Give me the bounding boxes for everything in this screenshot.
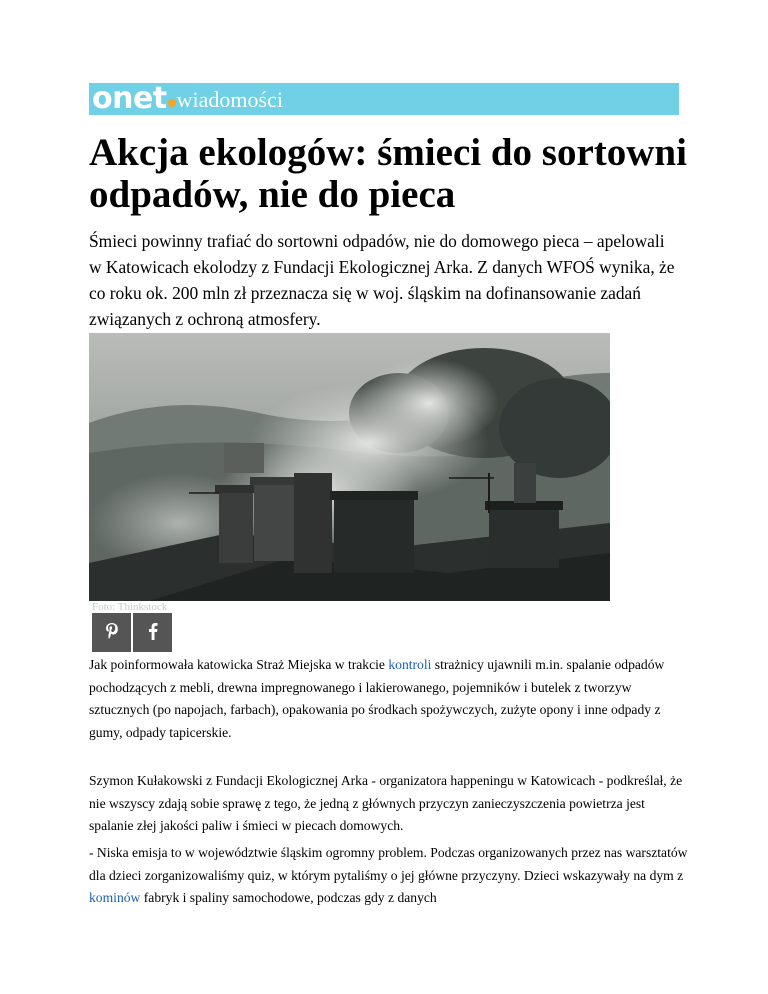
photo-credit: Foto: Thinkstock [92,601,168,613]
article-paragraph: Jak poinformowała katowicka Straż Miejska w trakcie kontroli strażnicy ujawnili m.in. spalanie odpadów pochodzących z mebli, drewna impregnowanego i lakierowanego, pojemników i butelek z tworzyw sztucznych (po napojach, farbach), opakowania po środkach spożywczych, zużyte opony i inne odpady z gumy, odpady tapicerskie. [89,657,665,740]
section-name[interactable]: wiadomości [176,87,283,112]
facebook-share-button[interactable] [133,613,172,652]
logo-dot [168,99,176,107]
kominow-link[interactable]: kominów [89,890,141,905]
brand-header [89,83,679,115]
pinterest-share-button[interactable] [92,613,131,652]
article-photo [89,333,610,601]
article-lead: Śmieci powinny trafiać do sortowni odpadów, nie do domowego pieca – apelowali w Katowicach ekolodzy z Fundacji Ekologicznej Arka. Z danych WFOŚ wynika, że co roku ok. 200 mln zł przeznacza się w woj. śląskim na dofinansowanie zadań związanych z ochroną atmosfery. [89,231,675,329]
facebook-icon [148,622,158,644]
article-headline: Akcja ekologów: śmieci do sortowni odpadów, nie do pieca [89,131,687,216]
onet-logo[interactable]: onet [89,84,177,114]
article-paragraph: Szymon Kułakowski z Fundacji Ekologicznej Arka - organizatora happeningu w Katowicach - podkreślał, że nie wszyscy zdają sobie sprawę z tego, że jedną z głównych przyczyn zanieczyszczenia powietrza jest spalanie złej jakości paliw i śmieci w piecach domowych. [89,773,683,833]
pinterest-icon [105,622,119,644]
kontroli-link[interactable]: kontroli [388,657,432,672]
article-paragraph: - Niska emisja to w województwie śląskim ogromny problem. Podczas organizowanych przez nas warsztatów dla dzieci zorganizowaliśmy quiz, w którym pytaliśmy o jej główne przyczyny. Dzieci wskazywały na dym z kominów fabryk i spaliny samochodowe, podczas gdy z danych [89,845,688,905]
